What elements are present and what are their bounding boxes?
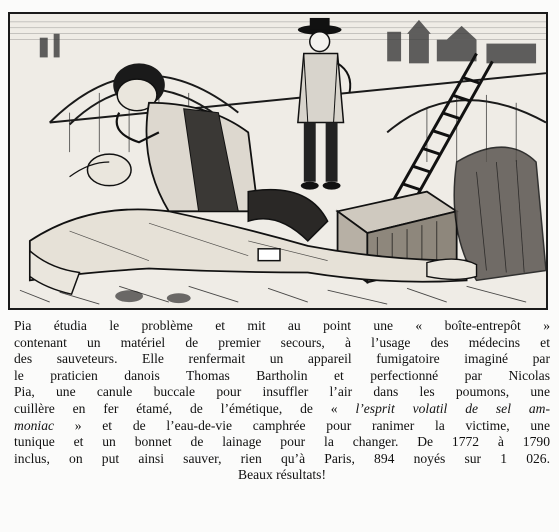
caption-italic-fragment: l’esprit volatil de sel am- [355,400,550,416]
caption-italic-fragment: moniac [14,417,55,433]
caption-line [14,418,550,435]
engraving-illustration [8,12,548,310]
caption-fragment: cuillère en fer étamé, de l’émétique, de « [14,400,356,416]
caption-line: le praticien danois Thomas Bartholin et perfectionné par Nicolas [14,367,550,383]
caption-fragment: » et de l’eau-de-vie camphrée pour ranimer la victime, une [54,417,550,433]
caption-text [14,318,550,484]
caption-line: Pia, une canule buccale pour insuffler l’air dans les poumons, une [14,384,550,400]
caption-line [14,401,550,418]
engraving-drawing [10,14,546,308]
caption-closing-line: Beaux résultats! [238,467,326,483]
caption-line: inclus, on put ainsi sauver, rien qu’à Paris, 894 noyés sur 1 026. [14,450,550,466]
caption-line: Pia étudia le problème et mit au point une « boîte-entrepôt » [14,318,550,333]
caption-line: tunique et un bonnet de lainage pour la changer. De 1772 à 1790 [14,434,550,450]
caption-line: contenant un matériel de premier secours, à l’usage des médecins et [14,334,550,350]
caption-line: des sauveteurs. Elle renfermait un appareil fumigatoire imaginé par [14,351,550,367]
